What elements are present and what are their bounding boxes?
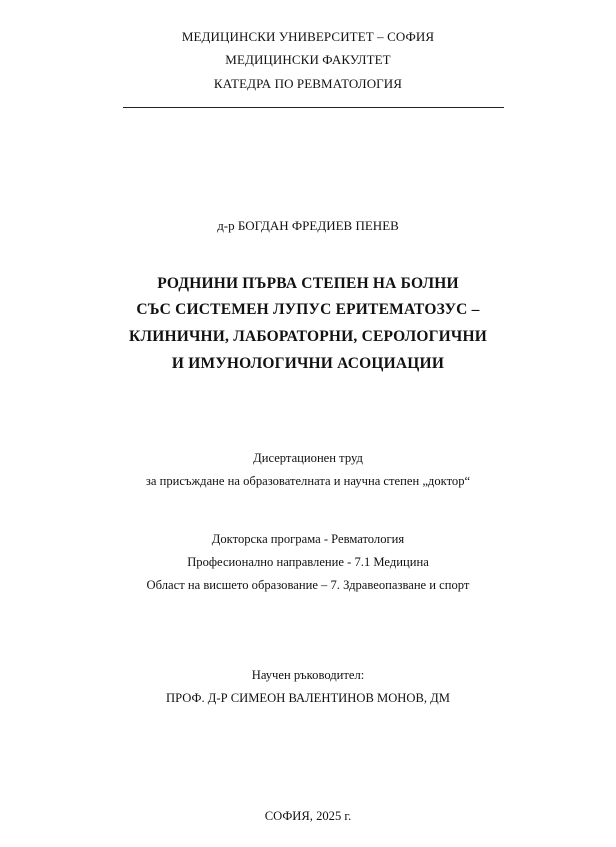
- doctoral-program: Докторска програма - Ревматология: [211, 532, 405, 546]
- thesis-purpose: за присъждане на образователната и научна степен „доктор“: [145, 474, 471, 488]
- author-name: д-р БОГДАН ФРЕДИЕВ ПЕНЕВ: [217, 218, 399, 233]
- title-line-2: СЪС СИСТЕМЕН ЛУПУС ЕРИТЕМАТОЗУС –: [136, 301, 480, 318]
- supervisor-label: Научен ръководител:: [251, 668, 365, 682]
- header-faculty: МЕДИЦИНСКИ ФАКУЛТЕТ: [225, 52, 391, 67]
- header-university: МЕДИЦИНСКИ УНИВЕРСИТЕТ – СОФИЯ: [181, 29, 435, 44]
- title-line-1: РОДНИНИ ПЪРВА СТЕПЕН НА БОЛНИ: [157, 275, 459, 292]
- thesis-type: Дисертационен труд: [253, 451, 363, 465]
- title-line-3: КЛИНИЧНИ, ЛАБОРАТОРНИ, СЕРОЛОГИЧНИ: [129, 328, 487, 345]
- professional-field: Професионално направление - 7.1 Медицина: [187, 555, 429, 569]
- header-rule: [123, 107, 504, 108]
- supervisor-name: ПРОФ. Д-Р СИМЕОН ВАЛЕНТИНОВ МОНОВ, ДМ: [166, 691, 450, 705]
- header-department: КАТЕДРА ПО РЕВМАТОЛОГИЯ: [213, 76, 403, 91]
- title-line-4: И ИМУНОЛОГИЧНИ АСОЦИАЦИИ: [171, 355, 445, 372]
- footer-city-year: СОФИЯ, 2025 г.: [264, 809, 352, 823]
- higher-education-area: Област на висшето образование – 7. Здравеопазване и спорт: [146, 578, 470, 592]
